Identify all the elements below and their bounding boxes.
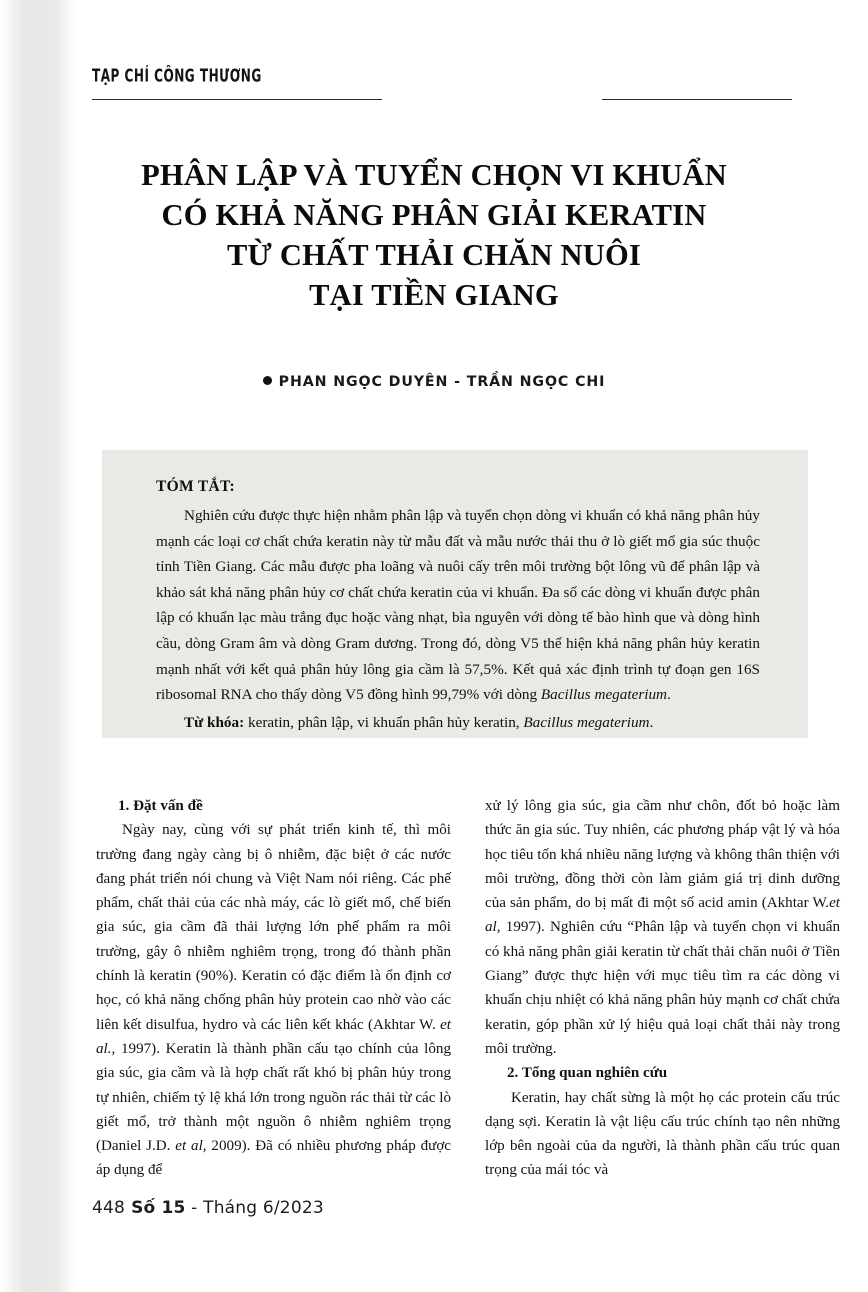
masthead-divider [92,99,792,100]
paragraph-cont-part-1: xử lý lông gia súc, gia cầm như chôn, đốt bỏ hoặc làm thức ăn gia súc. Tuy nhiên, các phương pháp vật lý và hóa học tiêu tốn khá nhiều năng lượng và không thân thiện với môi trường, đồng thời còn làm giảm giá trị dinh dưỡng của sản phẩm, do bị mất đi một số acid amin (Akhtar W. [485,798,840,912]
author-names: PHAN NGỌC DUYÊN - TRẦN NGỌC CHI [278,374,606,390]
abstract-box [102,450,808,738]
journal-name: TẠP CHÍ CÔNG THƯƠNG [92,65,262,87]
keywords-species-name: Bacillus megaterium [523,713,650,731]
bullet-icon [263,376,272,385]
paragraph-intro-part-1: Ngày nay, cùng với sự phát triển kinh tế, thì môi trường đang ngày càng bị ô nhiễm, đặc biệt ở các nước đang phát triển nói chung và Việt Nam nói riêng. Các phế phẩm, chất thải của các nhà máy, các lò giết mổ, chế biến gia súc, gia cầm đã thải lượng lớn phế phẩm ra môi trường, gây ô nhiễm nghiêm trọng, trong đó thành phần chính là keratin (90%). Keratin có đặc điểm là ổn định cơ học, có khả năng chống phân hủy protein cao nhờ vào các liên kết disulfua, hydro và các liên kết khác (Akhtar W. [96,822,451,1033]
masthead [92,65,792,87]
footer-issue: Số 15 [131,1198,186,1218]
author-line [84,374,784,390]
keywords-text: keratin, phân lập, vi khuẩn phân hủy keratin, [244,713,524,731]
abstract-species-name: Bacillus megaterium [540,686,668,704]
abstract-body [156,503,760,708]
body-column-left [96,794,451,1183]
footer-date: - Tháng 6/2023 [191,1198,324,1218]
keywords-label: Từ khóa: [184,713,245,731]
paragraph-overview: Keratin, hay chất sừng là một họ các protein cấu trúc dạng sợi. Keratin là vật liệu cấu trúc chính tạo nên những lớp bên ngoài của da người, là thành phần cấu trúc quan trọng của mái tóc và [485,1089,840,1179]
paragraph-intro-continued [485,794,840,1061]
paragraph-intro [96,818,451,1182]
keywords-period: . [649,713,654,731]
paragraph-intro-part-2: , 1997). Keratin là thành phần cấu tạo chính của lông gia súc, gia cầm và là hợp chất rất khó bị phân hủy trong tự nhiên, chiếm tỷ lệ khá lớn trong nguồn rác thải từ các lò giết mổ, trở thành một nguồn ô nhiễm nghiêm trọng (Daniel J.D. [96,1040,451,1155]
abstract-keywords [156,710,760,736]
paragraph-cont-part-2: , 1997). Nghiên cứu “Phân lập và tuyển chọn vi khuẩn có khả năng phân giải keratin từ chất thải chăn nuôi ở Tiền Giang” được thực hiện với mục tiêu tìm ra các dòng vi khuẩn chịu nhiệt có khả năng phân hủy mạnh cơ chất chứa keratin, góp phần xử lý hiệu quả loại chất thải này trong môi trường. [485,919,840,1057]
paragraph-intro-part-3: , 2009). Đã có nhiều phương pháp được áp dụng để [96,1138,451,1179]
citation-et-al-3: et al [485,895,840,936]
article-title-line-4: TẠI TIỀN GIANG [309,278,559,312]
article-title [84,155,784,315]
article-title-line-1: PHÂN LẬP VÀ TUYỂN CHỌN VI KHUẨN [141,158,727,192]
section-heading-2: 2. Tổng quan nghiên cứu [507,1065,668,1082]
page-footer [92,1198,324,1218]
section-heading-1: 1. Đặt vấn đề [118,798,203,814]
abstract-heading: TÓM TẮT: [156,478,235,495]
body-column-right [485,794,840,1183]
citation-et-al-2: et al [175,1138,203,1155]
article-title-line-2: CÓ KHẢ NĂNG PHÂN GIẢI KERATIN [161,198,707,232]
citation-et-al-1: et al. [96,1016,451,1057]
abstract-body-period: . [667,686,671,704]
abstract-body-text: Nghiên cứu được thực hiện nhằm phân lập và tuyển chọn dòng vi khuẩn có khả năng phân hủy mạnh các loại cơ chất chứa keratin này từ mẫu đất và mẫu nước thải thu ở lò giết mổ gia súc thuộc tỉnh Tiền Giang. Các mẫu được pha loãng và nuôi cấy trên môi trường bột lông vũ để phân lập và khảo sát khả năng phân hủy cơ chất chứa keratin của vi khuẩn. Đa số các dòng vi khuẩn được phân lập có khuẩn lạc màu trắng đục hoặc vàng nhạt, bìa nguyên với dòng tế bào hình que và dòng hình cầu, dòng Gram âm và dòng Gram dương. Trong đó, dòng V5 thể hiện khả năng phân hủy keratin mạnh nhất với kết quả phân hủy lông gia cầm là 57,5%. Kết quả xác định trình tự đoạn gen 16S ribosomal RNA cho thấy dòng V5 đồng hình 99,79% với dòng [156,507,760,704]
footer-page-number: 448 [92,1198,126,1218]
article-title-line-3: TỪ CHẤT THẢI CHĂN NUÔI [227,238,641,272]
